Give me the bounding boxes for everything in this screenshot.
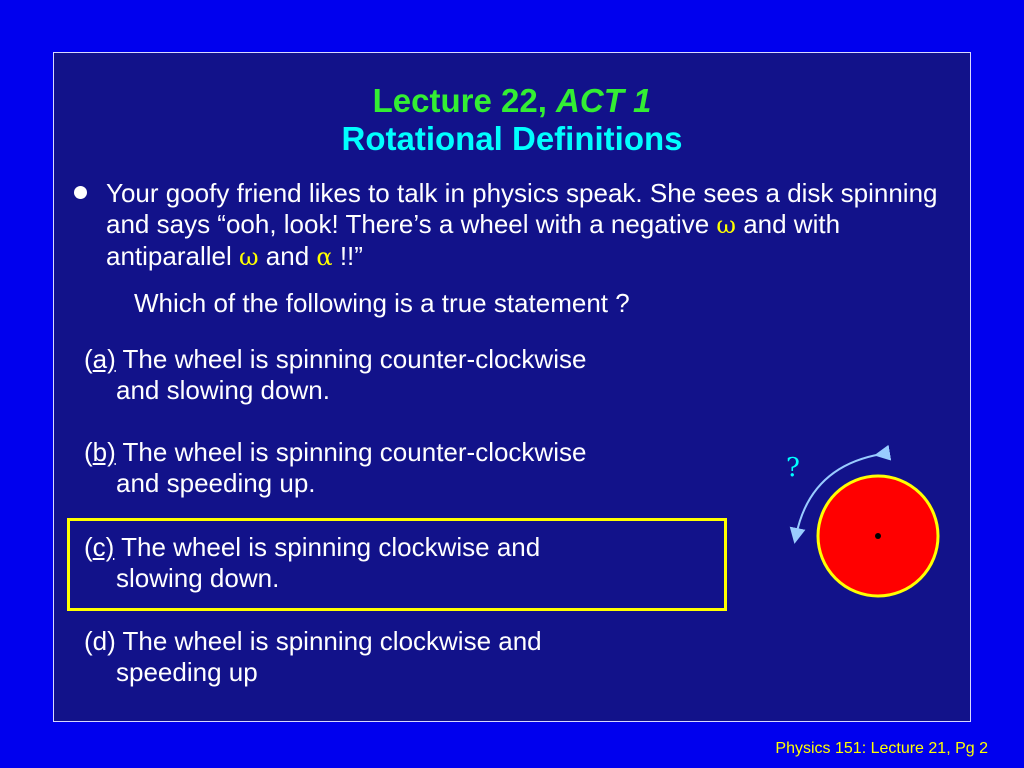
bullet-text: Your goofy friend likes to talk in physics speak. She sees a disk spinning and says “ooh, look! There’s a wheel with a negative ω and with antiparallel ω and α !!” bbox=[106, 178, 938, 271]
disk-center-dot bbox=[875, 533, 881, 539]
question-mark-label: ? bbox=[786, 453, 800, 483]
question-text: Which of the following is a true statement ? bbox=[134, 288, 630, 318]
option-d[interactable]: (d) The wheel is spinning clockwise and speeding up bbox=[84, 626, 542, 687]
option-b[interactable]: (b) The wheel is spinning counter-clockwise and speeding up. bbox=[84, 437, 587, 498]
option-c[interactable]: (c) The wheel is spinning clockwise and slowing down. bbox=[84, 532, 541, 593]
bullet-icon bbox=[74, 186, 87, 199]
title-act: ACT 1 bbox=[556, 82, 652, 119]
omega-symbol: ω bbox=[238, 243, 259, 271]
footer-text: Physics 151: Lecture 21, Pg 2 bbox=[775, 740, 988, 757]
title-main: Lecture 22, bbox=[372, 82, 557, 119]
omega-symbol: ω bbox=[716, 211, 736, 239]
slide-title bbox=[0, 82, 1024, 158]
slide-subtitle: Rotational Definitions bbox=[341, 120, 683, 157]
alpha-symbol: α bbox=[316, 243, 333, 271]
bullet-point bbox=[74, 178, 954, 273]
spinning-disk-diagram bbox=[780, 440, 950, 610]
option-a[interactable]: (a) The wheel is spinning counter-clockwise and slowing down. bbox=[84, 344, 587, 405]
